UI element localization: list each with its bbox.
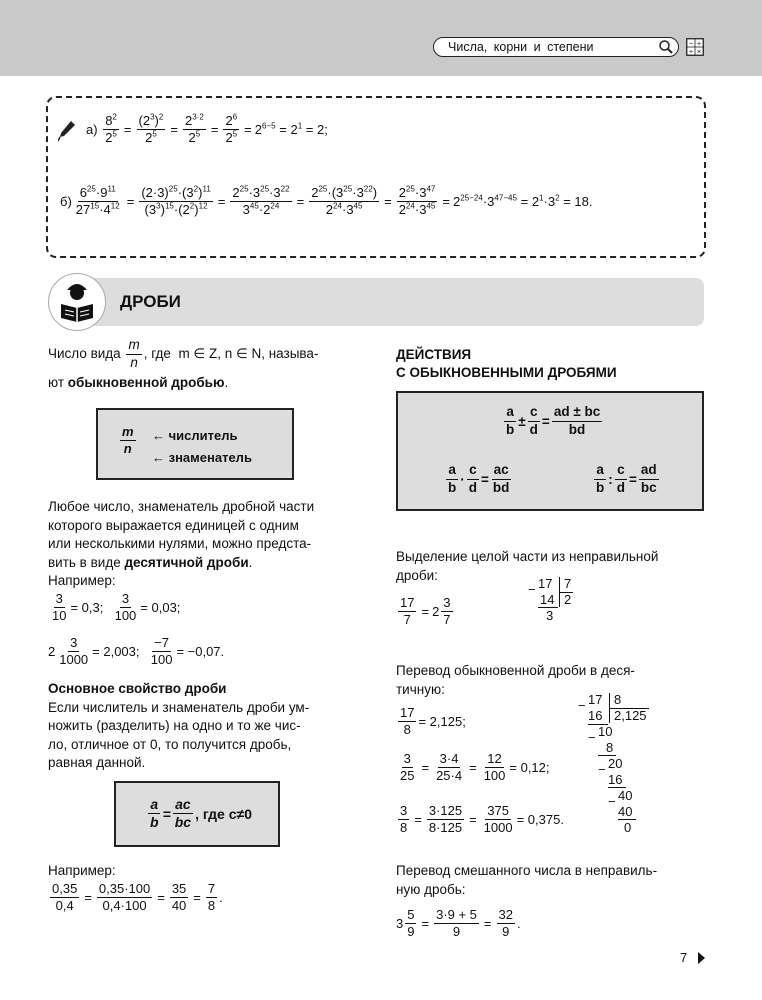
decimal-paragraph: Любое число, знаменатель дробной части которого выражается единицей с одним или несколькими нулями, можно предста- вить в виде десятичной дроби. Например: bbox=[48, 499, 315, 588]
section-title: ДРОБИ bbox=[120, 292, 181, 311]
operations-box bbox=[396, 391, 704, 511]
svg-text:÷: ÷ bbox=[688, 48, 694, 56]
label-b: б) bbox=[60, 194, 72, 210]
property-box: $\frac{a}{b}$ = $\frac{ac}{bc}$ , где c≠0 bbox=[114, 781, 280, 847]
fraction-parts-box bbox=[96, 408, 294, 480]
svg-text:−: − bbox=[688, 40, 694, 48]
to-decimal-text: Перевод обыкновенной дроби в деся- тичную: bbox=[396, 663, 635, 697]
long-division-17-8: − 17 8 16 2,125 − 10 8 − 20 16 − 40 40 0 bbox=[578, 692, 658, 842]
intro-line-1: Число вида $\frac{m}{n}$ , где m ∈ Z, n ∈ N, называ- bbox=[48, 337, 319, 370]
whole-part-text: Выделение целой части из неправильной дроби: bbox=[396, 549, 659, 583]
property-paragraph: Основное свойство дроби Если числитель и знаменатель дроби ум- ножить (разделить) на одно и то же чис- ло, отличное от 0, то получится дробь, равная данной. bbox=[48, 680, 358, 773]
divide-formula: $\frac{a}{b}$ : $\frac{c}{d}$ = $\frac{ad}{bc}$ bbox=[596, 462, 657, 495]
to-decimal-example-1: $\frac{17}{8}$ = 2,125; bbox=[400, 705, 466, 738]
multiply-formula: $\frac{a}{b}$ · $\frac{c}{d}$ = $\frac{ac}{bd}$ bbox=[448, 462, 510, 495]
add-sub-formula: $\frac{a}{b}$ ± $\frac{c}{d}$ = $\frac{ad \pm bc}{bd}$ bbox=[506, 404, 601, 437]
pen-icon bbox=[58, 120, 76, 147]
mixed-example: 3 $\frac{5}{9}$ = $\frac{3\cdot 9 + 5}{9}$ = $\frac{32}{9}$ . bbox=[396, 907, 521, 940]
fraction-m-over-n: m n bbox=[122, 424, 134, 457]
calculator-icon[interactable] bbox=[686, 38, 704, 61]
search-text: Числа, корни и степени bbox=[448, 40, 594, 54]
decimal-examples-1: $\frac{3}{10}$ = 0,3; $\frac{3}{100}$ = 0,03; bbox=[52, 591, 181, 624]
decimal-examples-2: 2 $\frac{3}{1000}$ = 2,003; $\frac{-7}{100}$ = −0,07. bbox=[48, 635, 225, 668]
ops-title: ДЕЙСТВИЯ С ОБЫКНОВЕННЫМИ ДРОБЯМИ bbox=[396, 347, 617, 380]
intro-line-2: ют обыкновенной дробью. bbox=[48, 375, 229, 390]
reader-icon bbox=[48, 273, 106, 331]
magnifier-icon[interactable] bbox=[658, 39, 674, 60]
whole-part-example: $\frac{17}{7}$ = 2 $\frac{3}{7}$ bbox=[400, 595, 451, 628]
page-number: 7 bbox=[680, 950, 688, 965]
example-b: б) $\frac{6^{25}\cdot 9^{11}}{27^{15}\cdot 4^{12}}$ = $\frac{(2\cdot 3)^{25}\cdot(3^2)^{11}}{(3^3)^{15}\cdot(2^2)^{12}}$ = $\frac{2^{25}\cdot 3^{25}\cdot 3^{22}}{3^{45}\cdot 2^{24}}$ = $\frac{2^{25}\cdot(3^{25}\cdot 3^{22})}{2^{24}\cdot 3^{45}}$ = $\frac{2^{25}\cdot 3^{47}}{2^{24}\cdot 3^{45}}$ = $2^{25-24}\cdot 3^{47-45} = 2^1\cdot 3^2 = 18$. bbox=[60, 184, 593, 218]
numerator-label: ← числитель bbox=[152, 428, 238, 443]
denominator-label: ← знаменатель bbox=[152, 450, 252, 465]
property-title: Основное свойство дроби bbox=[48, 681, 227, 696]
next-page-arrow-icon[interactable] bbox=[698, 952, 705, 964]
label-a: а) bbox=[86, 122, 98, 138]
long-division-17-7: − 17 7 14 2 3 bbox=[528, 576, 572, 623]
svg-text:×: × bbox=[696, 48, 702, 56]
search-bar[interactable] bbox=[433, 37, 679, 57]
example-a: а) $\frac{8^2}{2^5}$ = $\frac{(2^3)^2}{2^5}$ = $\frac{2^{3\cdot 2}}{2^5}$ = $\frac{2^6}{2^5}$ = $2^{6-5} = 2^1 = 2$; bbox=[86, 112, 328, 146]
to-decimal-example-3: $\frac{3}{8}$ = $\frac{3\cdot 125}{8\cdot 125}$ = $\frac{375}{1000}$ = 0,375. bbox=[400, 803, 564, 836]
property-example: $\frac{0,35}{0,4}$ = $\frac{0,35\cdot 100}{0,4\cdot 100}$ = $\frac{35}{40}$ = $\frac{7}{8}$ . bbox=[52, 881, 223, 914]
svg-text:+: + bbox=[696, 40, 702, 48]
to-decimal-example-2: $\frac{3}{25}$ = $\frac{3\cdot 4}{25\cdot 4}$ = $\frac{12}{100}$ = 0,12; bbox=[400, 751, 550, 784]
mixed-text: Перевод смешанного числа в неправиль- ную дробь: bbox=[396, 863, 658, 897]
for-example-2: Например: bbox=[48, 863, 116, 878]
